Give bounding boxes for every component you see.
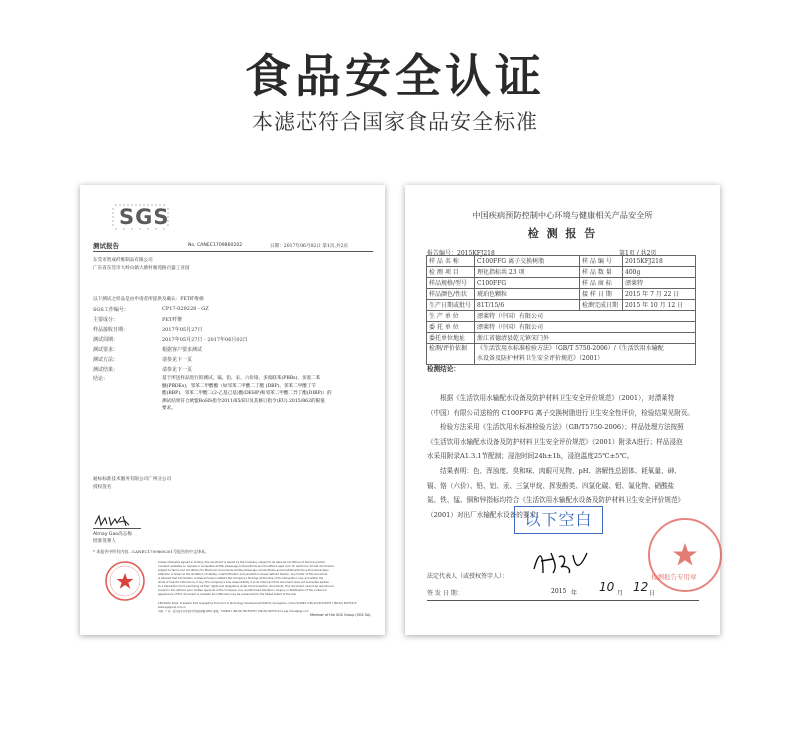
sgs-signer-title: 批准签署人 xyxy=(93,539,116,544)
sgs-authorized: 授权签名 xyxy=(93,485,112,490)
cdc-signature-label: 法定代表人（或授权签字人）： xyxy=(427,573,509,580)
sgs-report-date: 日期：2017年06月02日 第1页,共2页 xyxy=(270,244,349,249)
page-title: 食品安全认证 xyxy=(245,49,545,103)
blank-below-stamp: 以下空白 xyxy=(514,506,603,534)
sgs-report-heading: 测试报告 xyxy=(93,242,119,250)
cdc-sample-table: 样 品 名 称 C100FFG 离子交换树脂 样 品 编 号 2015KFJ218 检 测 项 目 理化指标共 23 项 样 品 数 量 400g 样品规格/型号 C100FFG 样 品 商 标 漂莱特 样品颜色/性状 琥珀色颗粒 接 样 日 期 2015 年 7 月 22 日 生产日期或批号 81T/15/6 检测完成日期 2015 年 10 月 12 日 生 产 单 位 漂莱特（中国）有限公司 委 托 单 位 漂莱特（中国）有限公司 委托单位地址 浙江省德清县乾元镇宋门外 检测/评价依据 《生活饮用水标准检验方法》（GB/T 5750-2006）/《生活饮用水输配 水设备及防护材料卫生安全评价规范》（2001） xyxy=(426,255,696,365)
sgs-footnote: * 本报告中所有内容...CANEC1709860201号报告的中文译本。 xyxy=(93,549,209,554)
sgs-member-line: Member of the SGS Group (SGS SA) xyxy=(310,613,371,617)
sgs-seal xyxy=(104,560,146,602)
cdc-conclusion: 根据《生活饮用水输配水设备及防护材料卫生安全评价规范》（2001），对漂莱特 （中国）有限公司送检的 C100FFG 离子交换树脂进行卫生安全性评价，检验结果见附页。 检验方法采用《生活饮用水标准检验方法》（GB/T5750-2006）；样品处理方法按照 《生活饮用水输配水设备及防护材料卫生安全评价规范》（2001）附录A进行；样品浸泡 水采用附录A1.3.1节配制；浸泡时间24h±1h，浸泡温度25℃±5℃。 结果表明：色、浑浊度、臭和味、肉眼可见物、pH、溶解性总固体、耗氧量、砷、 镉、铬（六价）、铅、铝、汞、三氯甲烷、挥发酚类、四氯化碳、钼、氟化物、硝酸盐 氮、铁、锰、铜和锌指标均符合《生活饮用水输配水设备及防护材料卫生安全评价规范》 （2001）对出厂水输配水设备的要求。 xyxy=(427,394,695,519)
page-subtitle: 本滤芯符合国家食品安全标准 xyxy=(252,110,538,134)
cdc-organization: 中国疾病预防控制中心环境与健康相关产品安全所 xyxy=(472,210,653,220)
sgs-report-number: No. CANEC1709860202 xyxy=(188,243,243,248)
sgs-logo: SGS xyxy=(110,202,176,232)
sgs-signature xyxy=(93,513,133,532)
sgs-client-line: 东莞市智成纤维制品有限公司 xyxy=(93,258,153,263)
cdc-test-report: 中国疾病预防控制中心环境与健康相关产品安全所 检 测 报 告 报告编号：2015KFJ218 第1页 / 共2页 样 品 名 称 C100FFG 离子交换树脂 样 品 编 号 2015KFJ218 检 测 项 目 理化指标共 23 项 样 品 数 量 400g 样品规格/型号 C100FFG 样 品 商 标 漂莱特 样品颜色/性状 琥珀色颗粒 接 样 日 期 2015 年 7 月 22 日 生产日期或批号 81T/15/6 检测完成日期 2015 年 10 月 12 日 生 产 单 位 漂莱特（中国）有限公司 委 托 单 位 漂莱特（中国）有限公司 委托单位地址 浙江省德清县乾元镇宋门外 检测/评价依据 《生活饮用水标准检验方法》（GB/T 5750-2006）/《生活饮用水输配 水设备及防护材料卫生安全评价规范》（2001） 检测结论： 根据《生活饮用水输配水设备及防护材料卫生安全评价规范》（2001），对漂莱特 （中国）有限公司送检的 C100FFG 离子交换树脂进行卫生安全性评价，检验结果见附页。 检验方法采用《生活饮用水标准检验方法》（GB/T5750-2006）；样品处理方法按照 《生活饮用水输配水设备及防护材料卫生安全评价规范》（2001）附录A进行；样品浸泡 水采用附录A1.3.1节配制；浸泡时间24h±1h，浸泡温度25℃±5℃。 结果表明：色、浑浊度、臭和味、肉眼可见物、pH、溶解性总固体、耗氧量、砷、 镉、铬（六价）、铅、铝、汞、三氯甲烷、挥发酚类、四氯化碳、钼、氟化物、硝酸盐 氮、铁、锰、铜和锌指标均符合《生活饮用水输配水设备及防护材料卫生安全评价规范》 （2001）对出厂水输配水设备的要求。 以下空白 检测报告专用章 法定代表人（或授权签字人）： 签 发 日 期： 2015 年 10 月 12 日 xyxy=(405,185,720,635)
cdc-page-number: 第1页 / 共2页 xyxy=(619,250,657,257)
cdc-signature xyxy=(531,547,591,581)
sgs-client-line: 广东省东莞市大岭山镇大塘村雁苑路百盛工业园 xyxy=(93,266,190,271)
sgs-address: 198 Kezhu Road, Scientech Park Guangzhou Economic & Technology Development District, Guangzhou, China 510663 t (86-20) 82155555 f (86-20) 82075113 www.sgsgroup.com.cn 中国 · 广州 · 经济技术开发区科学城科珠路198号 邮编：510663 t (86-20) 82155555 f (86-20) 82075113 e sgs.china@sgs.com xyxy=(158,602,357,614)
cdc-date-label: 签 发 日 期： xyxy=(427,590,463,597)
sgs-company: 通标标准技术服务有限公司广州分公司 xyxy=(93,477,172,482)
sgs-conclusion: 基于所送样品进行的测试，镉、铅、汞、六价铬、多溴联苯(PBBs)、多溴二苯 醚(PBDEs)，邻苯二甲酸酯（如邻苯二甲酸二丁酯 (DBP)、邻苯二甲酸丁苄 酯(BBP)、邻苯二甲酸二(2-乙基己基)酯(DEHP)和邻苯二甲酸二异丁酯(DIBP)）的 测试结果符合欧盟RoHS指令2011/65/EU及其修订指令(EU) 2015/863的限值 要求。 xyxy=(162,376,332,411)
sgs-intro: 以下测试之样品是由申请者所提供及确认：PET纤维棉 xyxy=(93,297,204,302)
cdc-official-seal: 检测报告专用章 xyxy=(645,515,725,595)
cdc-report-number: 报告编号：2015KFJ218 xyxy=(427,250,495,257)
cdc-conclusion-label: 检测结论： xyxy=(427,365,460,373)
sgs-conclusion-label: 结论： xyxy=(93,376,109,382)
cdc-report-heading: 检 测 报 告 xyxy=(527,227,598,240)
sgs-test-report: SGS 测试报告 No. CANEC1709860202 日期：2017年06月02日 第1页,共2页 东莞市智成纤维制品有限公司 广东省东莞市大岭山镇大塘村雁苑路百盛工业园 以下测试之样品是由申请者所提供及确认：PET纤维棉 SGS工作编号： CP17-029228 - GZ 主要成分： PET纤维 样品接收日期： 2017年05月27日 测试周期： 2017年05月27日 - 2017年06月02日 测试要求： 根据客户要求测试 测试方法： 请参见下一页 测试结果： 请参见下一页 结论： 基于所送样品进行的测试，镉、铅、汞、六价铬、多溴联苯(PBBs)、多溴二苯 醚(PBDEs)，邻苯二甲酸酯（如邻苯二甲酸二丁酯 (DBP)、邻苯二甲酸丁苄 酯(BBP)、邻苯二甲酸二(2-乙基己基)酯(DEHP)和邻苯二甲酸二异丁酯(DIBP)）的 测试结果符合欧盟RoHS指令2011/65/EU及其修订指令(EU) 2015/863的限值 要求。 通标标准技术服务有限公司广州分公司 授权签名 Almay Gao高志梅 批准签署人 * 本报告中所有内容...CANEC1709860201号报告的中文译本。 Unless otherwise agreed in writing, this document is issued by the Company subject to its General Conditions of Service printed overleaf, available on request or accessible at http://www.sgs.com/en/Terms-and-Conditions.aspx and, for electronic format documents, subject to Terms and Conditions for Electronic Documents at http://www.sgs.com/en/Terms-and-Conditions/Terms-e-Document.aspx. Attention is drawn to the limitation of liability, indemnification and jurisdiction issues defined therein. Any holder of this document is advised that information contained hereon reflects the Company's findings at the time of its intervention only and within the limits of Client's instructions, if any. The Company's sole responsibility is to its Client and this document does not exonerate parties to a transaction from exercising all their rights and obligations under the transaction documents. This document cannot be reproduced except in full, without prior written approval of the Company. Any unauthorized alteration, forgery or falsification of the content or appearance of this document is unlawful and offenders may be prosecuted to the fullest extent of the law. 198 Kezhu Road, Scientech Park Guangzhou Economic & Technology Development District, Guangzhou, China 510663 t (86-20) 82155555 f (86-20) 82075113 www.sgsgroup.com.cn 中国 · 广州 · 经济技术开发区科学城科珠路198号 邮编：510663 t (86-20) 82155555 f (86-20) 82075113 e sgs.china@sgs.com Member of the SGS Group (SGS SA) xyxy=(80,185,385,635)
sgs-signer-name: Almay Gao高志梅 xyxy=(93,532,132,537)
sgs-fine-print: Unless otherwise agreed in writing, this document is issued by the Company subject to its General Conditions of Service printed overleaf, available on request or accessible at http://www.sgs.com/en/Terms-and-Conditions.aspx and, for electronic format documents, subject to Terms and Conditions for Electronic Documents at http://www.sgs.com/en/Terms-and-Conditions/Terms-e-Document.aspx. Attention is drawn to the limitation of liability, indemnification and jurisdiction issues defined therein. Any holder of this document is advised that information contained hereon reflects the Company's findings at the time of its intervention only and within the limits of Client's instructions, if any. The Company's sole responsibility is to its Client and this document does not exonerate parties to a transaction from exercising all their rights and obligations under the transaction documents. This document cannot be reproduced except in full, without prior written approval of the Company. Any unauthorized alteration, forgery or falsification of the content or appearance of this document is unlawful and offenders may be prosecuted to the fullest extent of the law. xyxy=(158,561,335,596)
